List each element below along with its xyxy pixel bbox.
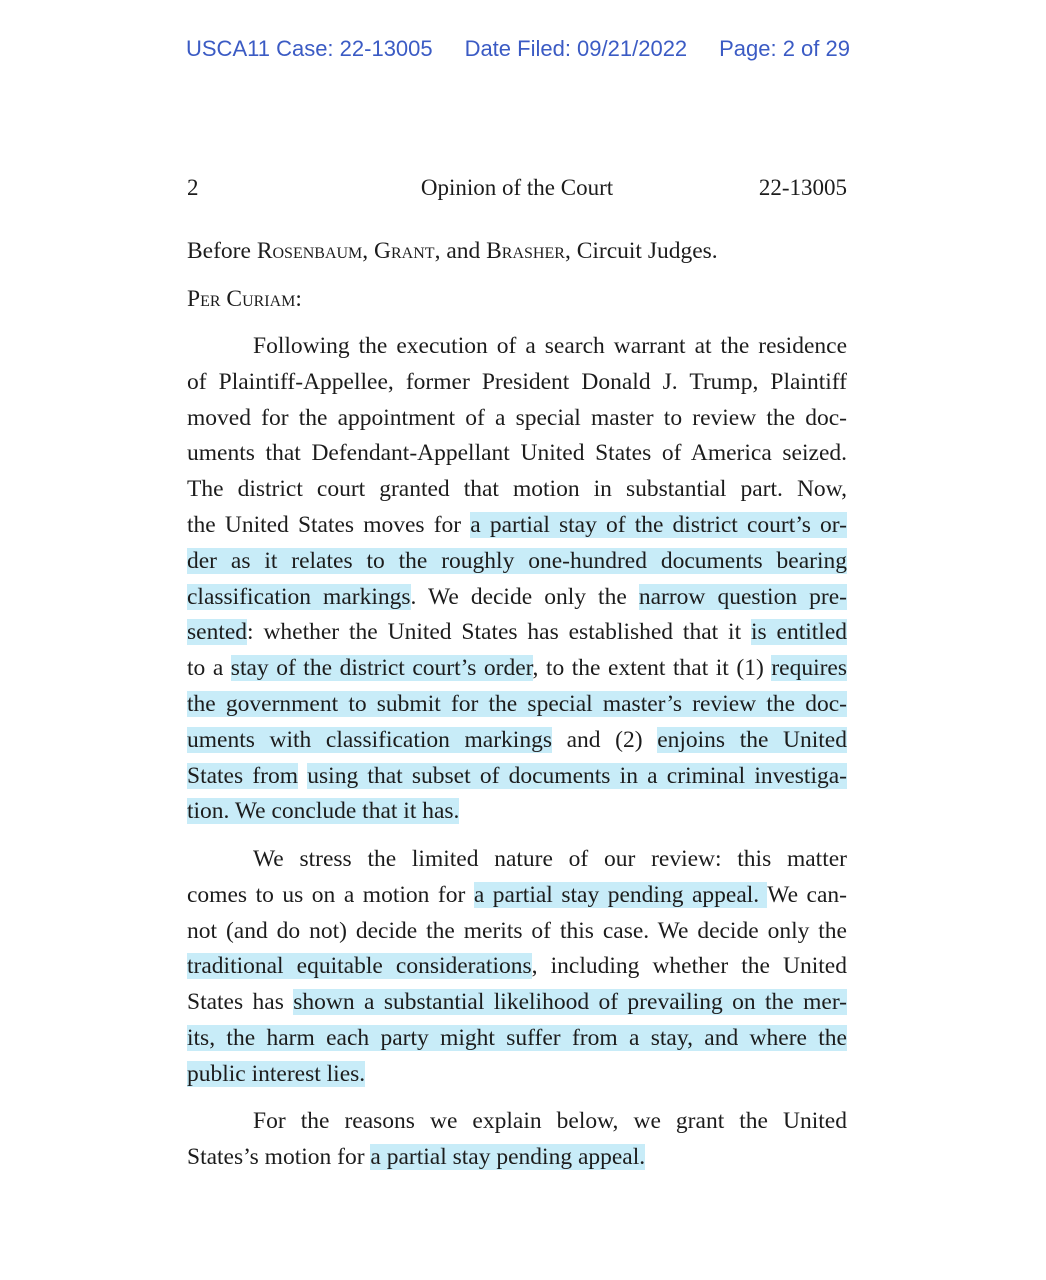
text-segment: We stress the limited nature of our review: this matter xyxy=(253,846,847,872)
text-segment: For the reasons we explain below, we grant the United xyxy=(253,1108,847,1134)
text-line xyxy=(187,1020,847,1056)
text-line xyxy=(253,328,847,364)
text-line xyxy=(187,507,847,543)
text-segment: States has xyxy=(187,989,294,1016)
text-segment: to a xyxy=(187,655,231,682)
highlighted-text: der as it relates to the roughly one-hundred documents bearing xyxy=(187,547,847,574)
highlighted-text: a partial stay pending appeal. xyxy=(370,1143,646,1170)
text-line xyxy=(187,1139,847,1175)
text-segment: Following the execution of a search warrant at the residence xyxy=(253,333,847,359)
text-segment: moved for the appointment of a special master to review the doc- xyxy=(187,404,847,431)
highlighted-text: States from xyxy=(187,762,299,789)
text-line xyxy=(187,364,847,400)
case-id: USCA11 Case: 22-13005 xyxy=(186,36,433,61)
text-line xyxy=(187,435,847,471)
text-segment xyxy=(298,763,307,789)
text-segment: and (2) xyxy=(551,726,658,753)
text-segment: the United States moves for xyxy=(187,512,471,538)
judge-name: Brasher xyxy=(486,238,565,264)
text-line xyxy=(187,543,847,579)
highlighted-text: classification markings xyxy=(187,583,411,610)
highlighted-text: uments with classification markings xyxy=(187,726,552,753)
opinion-title: Opinion of the Court xyxy=(420,175,614,200)
highlighted-text: the government to submit for the special master’s review the doc- xyxy=(187,691,847,717)
running-head xyxy=(187,175,847,207)
highlighted-text: stay of the district court’s order xyxy=(230,655,533,682)
highlighted-text: traditional equitable considerations xyxy=(187,953,532,980)
text-line xyxy=(187,614,847,650)
per-curiam-heading: Per Curiam: xyxy=(187,286,302,312)
text-segment: , to the extent that it (1) xyxy=(532,655,772,682)
text-segment: uments that Defendant-Appellant United States of America seized. xyxy=(187,440,847,467)
text-line xyxy=(187,400,847,436)
highlighted-text: using that subset of documents in a criminal investiga- xyxy=(307,762,847,789)
text-segment: : whether the United States has established that it xyxy=(247,619,751,646)
text-line xyxy=(253,841,847,877)
highlighted-text: a partial stay pending appeal. xyxy=(473,881,768,908)
judge-name: Rosenbaum xyxy=(256,238,363,264)
highlighted-text: sented xyxy=(187,619,248,646)
text-line xyxy=(187,686,847,722)
text-line xyxy=(187,948,847,984)
page-number: 2 xyxy=(187,175,199,200)
text-line xyxy=(187,1056,847,1092)
highlighted-text: requires xyxy=(771,655,847,682)
highlighted-text: tion. We conclude that it has. xyxy=(187,798,460,825)
date-filed: Date Filed: 09/21/2022 xyxy=(464,36,688,61)
highlighted-text: a partial stay of the district court’s or- xyxy=(470,512,847,538)
text-segment: We can- xyxy=(767,881,847,908)
highlighted-text: narrow question pre- xyxy=(638,583,847,610)
text-line xyxy=(187,579,847,615)
filing-stamp xyxy=(186,36,850,62)
highlighted-text: public interest lies. xyxy=(187,1060,366,1087)
text-line xyxy=(187,984,847,1020)
text-segment: comes to us on a motion for xyxy=(187,881,474,908)
text-line xyxy=(187,758,847,794)
text-line xyxy=(187,471,847,507)
judge-name: Grant xyxy=(374,238,435,264)
highlighted-text: shown a substantial likelihood of prevailing on the mer- xyxy=(293,989,848,1016)
text-segment: States’s motion for xyxy=(187,1143,371,1170)
text-segment: The district court granted that motion in substantial part. Now, xyxy=(187,476,847,503)
text-segment: . We decide only the xyxy=(410,583,639,610)
panel-line: Before Rosenbaum, Grant, and Brasher, Circuit Judges. xyxy=(187,238,718,264)
text-line xyxy=(187,913,847,949)
text-segment: , including whether the United xyxy=(531,953,847,980)
highlighted-text: its, the harm each party might suffer from a stay, and where the xyxy=(187,1025,847,1051)
highlighted-text: is entitled xyxy=(750,619,847,646)
highlighted-text: enjoins the United xyxy=(657,726,847,753)
text-segment: of Plaintiff-Appellee, former President Donald J. Trump, Plaintiff xyxy=(187,368,847,395)
text-line xyxy=(187,722,847,758)
text-line xyxy=(187,650,847,686)
text-segment: not (and do not) decide the merits of this case. We decide only the xyxy=(187,917,847,944)
text-line xyxy=(187,793,847,829)
text-line xyxy=(253,1103,847,1139)
case-number: 22-13005 xyxy=(758,175,847,200)
page-indicator: Page: 2 of 29 xyxy=(719,36,850,61)
text-line xyxy=(187,877,847,913)
